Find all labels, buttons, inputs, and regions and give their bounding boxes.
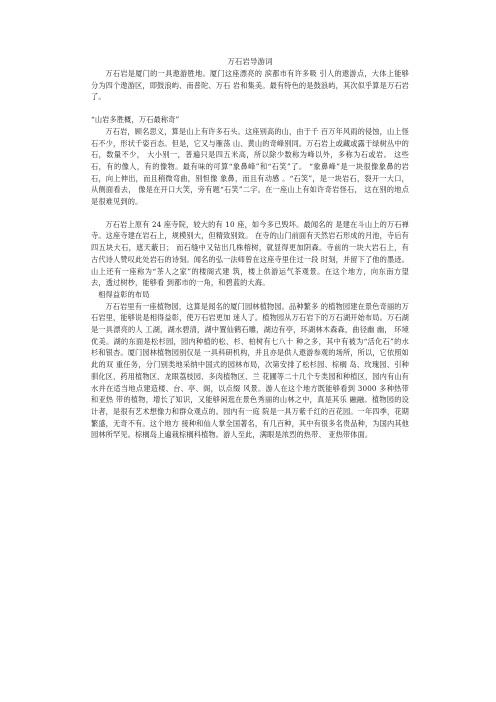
intro-paragraph: 万石岩是厦门的一具遨游胜地。厦门这座漂亮的 滨都市有许多吸 引人的遨游点，大体上能够分为四个遨游区，即鼓浪屿、南普陀、万石 岩和集美。最有特色的是鼓浪屿，其次似乎算是万石岩了。 [91,69,409,102]
temples-paragraph: 万石岩上原有 24 座寺院，较大的有 10 座，如今多已毁坏。最闻名的 是建在斗山上的万石禅寺。这座寺建在岩石上，规模别大，但精致别致。 在寺的山门前面有天然岩石形成的月池，寺后有四五块大石，遮天蔽日； 而石缝中又钻出几株榕树，就显得更加阴森。寺前的一块大岩石上，有 古代诗人赞叹此处岩石的诗刻。闻名的弘一法师曾在这座寺里住过一段 时刻，并留下了他的墨迹。山上还有一座称为“茶人之家”的楼阁式建 筑，楼上供游运气茶观景。在这个地方，向东南方望去，透过树杪，能够看 到都市的一角，和碧蓝的大海。 [91,219,409,288]
rocks-paragraph: 万石岩，顾名思义，算是山上有许多石头。这座别高的山，由于千 百万年风雨的侵蚀，山上怪石不少，形状千姿百态。但是，它又与雁荡 山、黄山的奇峰别同。万石岩上或藏或露于绿树丛中的石，数量不少， 大小别一，普遍只是四五米高，所以除少数称为峰以外，多称为石或岩。 这些石，有的像人，有的像物。最有味的可算“象鼻峰”和“石笑”了。 “象鼻峰”是一块很像象鼻的岩石，向上伸出，而且稍微弯曲，别怛像 象鼻，而且有动感 。“石笑”，是一块岩石，裂开一大口，从侧面看去， 像是在开口大笑，旁有题“石笑”二字。在一座山上有如许奇岩怪石， 这在别的地点是很难见到的。 [91,126,409,207]
botanical-garden-paragraph: 万石岩里有一座植物园，这算是闻名的厦门园林植物园。品种繁多 的植物园建在景色奇丽的万石岩里，能够说是相得益彰，使万石岩更加 迷人了。植物园从万石岩下的万石湖开始布局。万石湖是一具漂亮的人 工湖，湖水碧清，湖中置仙鹤石雕，湖边有亭，环湖林木森森，曲径幽 幽， 环境优美。湖的东面是松杉园，园内种植的松、杉、柏树有七八十 种之多，其中有被为“活化石”的水杉和银杏。厦门园林植物园别仅是 一具科研机构，并且亦是供人遨游参观的场所，所以，它依照如此的双 重任务，分门别类地采纳中国式的园林布局，次第安排了松杉园、棕榈 岛、玫瑰园、引种驯化区、药用植物区、龙眼荔枝园、多肉植物区、兰 花圃等二十几个专类园和种植区，园内有山有水并在适当地点建造楼、台、亭、阁，以点缀 风景。游人在这个地方既能够看到 3000 多种热带和亚热 带的植物，增长了知识，又能够闲逛在景色秀丽的山林之中，真是其乐 融融。植物园的设计者，是很有艺术想像力和群众观点的。园内有一庭 院是一具万紫千红的百花园。一年四季，花期繁盛，无奇不有。这个地方 接种和仙人掌全国著名，有几百种，其中有很多名贵品种，为国内其他 园林所罕见。棕榈岛上遍栽棕榈科植物。游人至此，满眼是浓烈的热带、 亚热带体面。 [91,301,409,440]
section-heading-rocks: “山岩多胜概，万石最称奇” [91,115,180,125]
document-title: 万石岩导游词 [227,57,273,66]
section-heading-layout: 相得益彰的布局 [98,289,150,299]
article-body [91,56,409,441]
